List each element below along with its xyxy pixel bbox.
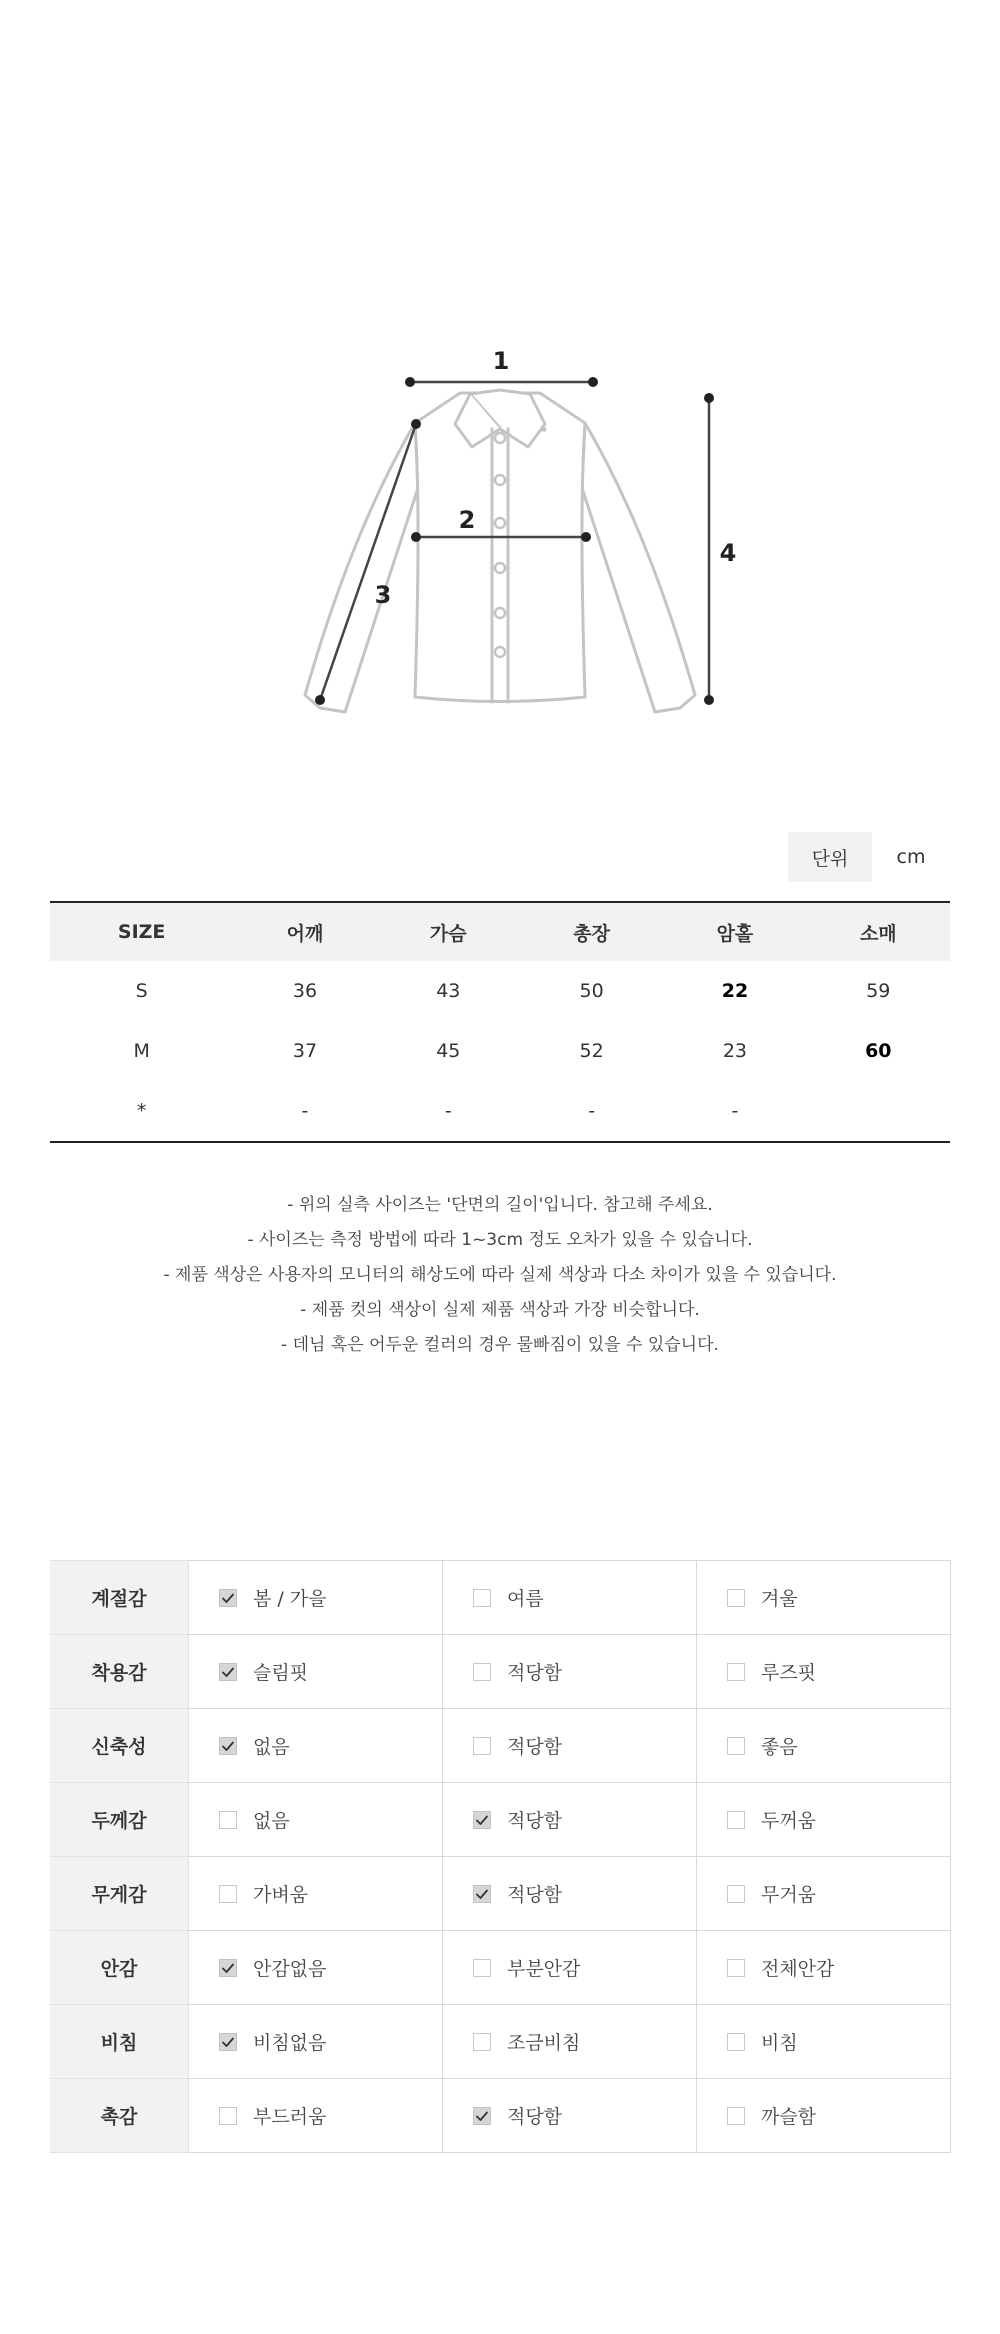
feature-option-label: 두꺼움	[760, 1810, 817, 1832]
check-icon	[220, 1738, 236, 1754]
header-length: 총장	[520, 902, 663, 961]
check-icon	[220, 2034, 236, 2050]
feature-option	[188, 1561, 442, 1635]
feature-option	[188, 1635, 442, 1709]
cell-length: 50	[579, 980, 604, 1002]
feature-option-label: 없음	[252, 1736, 290, 1758]
check-icon	[474, 1812, 490, 1828]
unit-indicator	[788, 832, 950, 882]
checkbox-unchecked	[473, 1959, 491, 1977]
feature-option-label: 무거움	[760, 1884, 817, 1906]
checkbox-unchecked	[473, 1589, 491, 1607]
checkbox-unchecked	[219, 1885, 237, 1903]
checkbox-unchecked	[473, 1663, 491, 1681]
feature-option	[188, 2079, 442, 2153]
feature-option-label: 조금비침	[506, 2032, 581, 2054]
checkbox-unchecked	[727, 1885, 745, 1903]
cell-sleeve	[807, 1081, 950, 1142]
cell-size: *	[50, 1081, 233, 1142]
feature-option-label: 가벼움	[252, 1884, 309, 1906]
feature-option	[442, 2005, 696, 2079]
feature-option-label: 적당함	[506, 1810, 563, 1832]
feature-option	[696, 1709, 950, 1783]
note-line: - 제품 색상은 사용자의 모니터의 해상도에 따라 실제 색상과 다소 차이가 있을 수 있습니다.	[163, 1265, 837, 1285]
feature-option	[442, 1857, 696, 1931]
checkbox-unchecked	[727, 2107, 745, 2125]
feature-option	[442, 2079, 696, 2153]
checkbox-checked	[219, 2033, 237, 2051]
cell-armhole: 22	[721, 980, 749, 1002]
feature-option-label: 적당함	[506, 1884, 563, 1906]
header-shoulder: 어깨	[233, 902, 376, 961]
size-notes	[0, 1188, 1000, 1363]
feature-option	[188, 1783, 442, 1857]
feature-option-label: 비침	[760, 2032, 798, 2054]
feature-option-label: 여름	[506, 1588, 544, 1610]
unit-label: 단위	[788, 832, 872, 882]
cell-size: S	[135, 980, 148, 1002]
feature-option	[696, 2079, 950, 2153]
cell-shoulder: 37	[292, 1040, 318, 1062]
note-line: - 사이즈는 측정 방법에 따라 1~3cm 정도 오차가 있을 수 있습니다.	[247, 1230, 753, 1250]
check-icon	[220, 1590, 236, 1606]
cell-chest: -	[377, 1081, 520, 1142]
feature-option	[696, 1561, 950, 1635]
checkbox-unchecked	[219, 1811, 237, 1829]
checkbox-checked	[473, 2107, 491, 2125]
feature-category: 착용감	[50, 1635, 188, 1709]
feature-option	[696, 1857, 950, 1931]
table-row	[50, 1081, 950, 1142]
feature-option	[188, 1709, 442, 1783]
feature-option	[188, 2005, 442, 2079]
note-line: - 위의 실측 사이즈는 '단면의 길이'입니다. 참고해 주세요.	[287, 1195, 713, 1215]
feature-option-label: 부드러움	[252, 2106, 327, 2128]
measure-label-2: 2	[458, 506, 476, 534]
cell-sleeve: 60	[865, 1040, 892, 1062]
feature-option	[696, 1931, 950, 2005]
feature-row	[50, 1931, 951, 2005]
checkbox-unchecked	[219, 2107, 237, 2125]
feature-category: 무게감	[50, 1857, 188, 1931]
feature-category: 두께감	[50, 1783, 188, 1857]
cell-size: M	[133, 1040, 150, 1062]
checkbox-unchecked	[473, 2033, 491, 2051]
feature-row	[50, 2079, 951, 2153]
jacket-measurement-diagram	[0, 320, 1000, 720]
feature-option-label: 안감없음	[252, 1958, 327, 1980]
feature-option	[442, 1635, 696, 1709]
feature-option-label: 적당함	[506, 1662, 563, 1684]
size-table-header	[50, 902, 950, 961]
header-size: SIZE	[50, 902, 233, 961]
feature-option	[696, 1783, 950, 1857]
feature-option	[442, 1561, 696, 1635]
check-icon	[220, 1960, 236, 1976]
feature-row	[50, 2005, 951, 2079]
feature-option-label: 없음	[252, 1810, 290, 1832]
checkbox-unchecked	[727, 1737, 745, 1755]
check-icon	[474, 2108, 490, 2124]
measure-label-3: 3	[374, 581, 392, 609]
checkbox-unchecked	[727, 1589, 745, 1607]
checkbox-unchecked	[473, 1737, 491, 1755]
cell-armhole: 23	[722, 1040, 748, 1062]
feature-option-label: 까슬함	[760, 2106, 817, 2128]
checkbox-checked	[219, 1663, 237, 1681]
checkbox-unchecked	[727, 1811, 745, 1829]
feature-option	[442, 1931, 696, 2005]
feature-option-label: 루즈핏	[760, 1662, 817, 1684]
feature-option-label: 적당함	[506, 2106, 563, 2128]
header-sleeve: 소매	[807, 902, 950, 961]
checkbox-checked	[219, 1737, 237, 1755]
cell-length: -	[520, 1081, 663, 1142]
feature-row	[50, 1561, 951, 1635]
cell-chest: 45	[436, 1040, 461, 1062]
feature-category: 촉감	[50, 2079, 188, 2153]
measure-label-1: 1	[492, 347, 510, 375]
feature-option	[696, 1635, 950, 1709]
check-icon	[220, 1664, 236, 1680]
checkbox-checked	[219, 1589, 237, 1607]
checkbox-unchecked	[727, 1663, 745, 1681]
feature-option-label: 부분안감	[506, 1958, 581, 1980]
feature-option	[188, 1857, 442, 1931]
feature-option-label: 봄 / 가을	[252, 1588, 327, 1610]
checkbox-unchecked	[727, 2033, 745, 2051]
checkbox-unchecked	[727, 1959, 745, 1977]
feature-option-label: 비침없음	[252, 2032, 327, 2054]
feature-option-label: 좋음	[760, 1736, 798, 1758]
cell-sleeve: 59	[866, 980, 891, 1002]
feature-category: 안감	[50, 1931, 188, 2005]
header-armhole: 암홀	[663, 902, 806, 961]
feature-category: 비침	[50, 2005, 188, 2079]
feature-category: 신축성	[50, 1709, 188, 1783]
feature-option	[442, 1783, 696, 1857]
checkbox-checked	[473, 1811, 491, 1829]
feature-option-label: 적당함	[506, 1736, 563, 1758]
table-row	[50, 961, 950, 1021]
cell-shoulder: 36	[292, 980, 318, 1002]
table-row	[50, 1021, 950, 1081]
unit-value: cm	[896, 846, 926, 868]
feature-option-label: 슬림핏	[252, 1662, 309, 1684]
cell-shoulder: -	[233, 1081, 376, 1142]
feature-row	[50, 1635, 951, 1709]
feature-row	[50, 1857, 951, 1931]
cell-armhole: -	[663, 1081, 806, 1142]
check-icon	[474, 1886, 490, 1902]
feature-option-label: 겨울	[760, 1588, 798, 1610]
header-chest: 가슴	[377, 902, 520, 961]
feature-option-label: 전체안감	[760, 1958, 835, 1980]
checkbox-checked	[473, 1885, 491, 1903]
feature-option	[442, 1709, 696, 1783]
note-line: - 데님 혹은 어두운 컬러의 경우 물빠짐이 있을 수 있습니다.	[281, 1335, 719, 1355]
feature-row	[50, 1709, 951, 1783]
size-table	[50, 901, 950, 1143]
product-feature-table	[50, 1560, 951, 2153]
checkbox-checked	[219, 1959, 237, 1977]
measure-label-4: 4	[719, 539, 737, 567]
feature-row	[50, 1783, 951, 1857]
cell-chest: 43	[436, 980, 461, 1002]
feature-option	[188, 1931, 442, 2005]
cell-length: 52	[579, 1040, 604, 1062]
feature-option	[696, 2005, 950, 2079]
note-line: - 제품 컷의 색상이 실제 제품 색상과 가장 비슷합니다.	[300, 1300, 700, 1320]
feature-category: 계절감	[50, 1561, 188, 1635]
